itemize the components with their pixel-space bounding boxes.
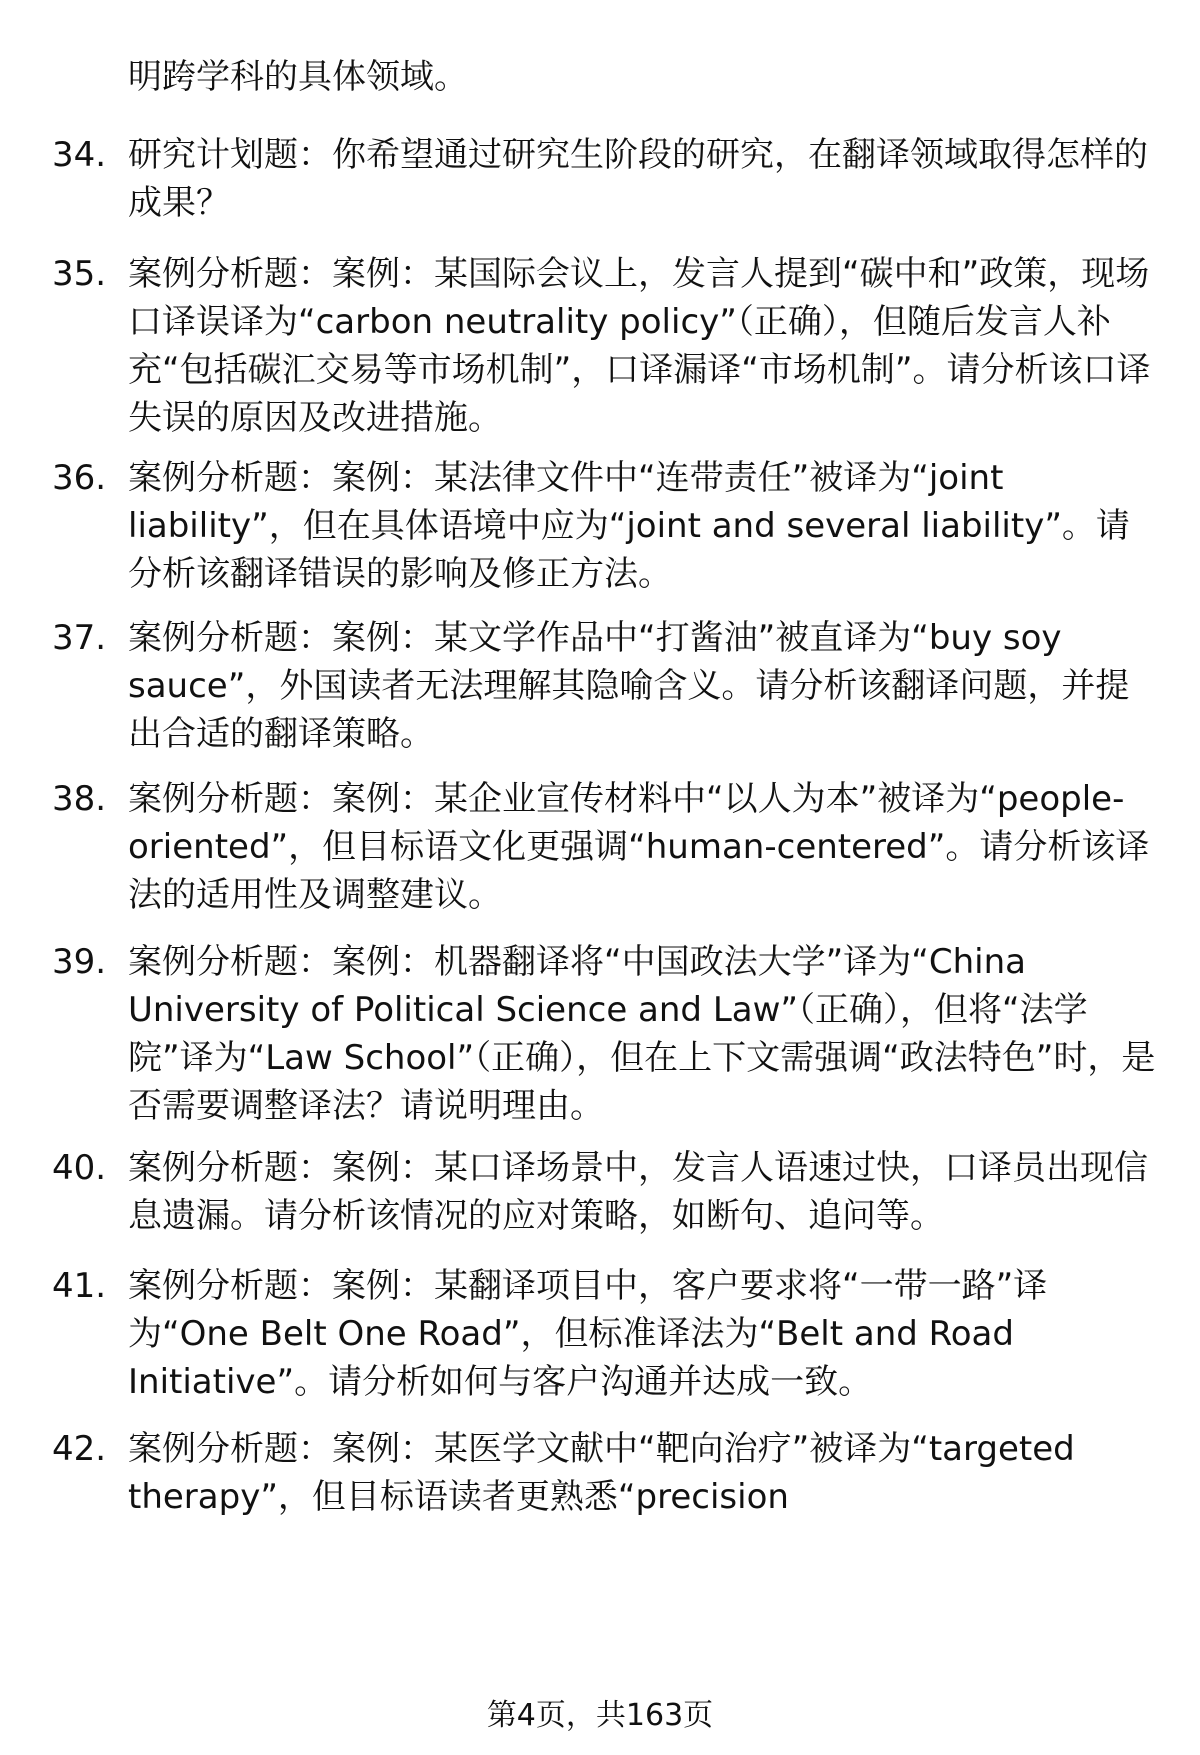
question-text: 案例分析题：案例：某文学作品中“打酱油”被直译为“buy soy sauce”，外国读者无法理解其隐喻含义。请分析该翻译问题，并提出合适的翻译策略。 xyxy=(128,618,1130,754)
question-number: 41. xyxy=(52,1266,107,1306)
question-number: 42. xyxy=(52,1429,107,1469)
question-text: 案例分析题：案例：机器翻译将“中国政法大学”译为“China University of Political Science and Law”（正确），但将“法学院”译为“Law School”（正确），但在上下文需强调“政法特色”时，是否需要调整译法？请说明理由。 xyxy=(128,942,1156,1126)
question-37 xyxy=(52,614,1160,758)
page-footer: 第4页，共163页 xyxy=(486,1698,714,1733)
question-text: 研究计划题：你希望通过研究生阶段的研究，在翻译领域取得怎样的成果？ xyxy=(128,135,1148,223)
question-41 xyxy=(52,1262,1160,1406)
question-number: 36. xyxy=(52,458,107,498)
question-34 xyxy=(52,131,1160,227)
previous-question-continuation: 明跨学科的具体领域。 xyxy=(128,57,468,97)
question-38 xyxy=(52,775,1160,919)
question-40 xyxy=(52,1144,1160,1240)
question-text: 案例分析题：案例：某企业宣传材料中“以人为本”被译为“people-oriented”，但目标语文化更强调“human-centered”。请分析该译法的适用性及调整建议。 xyxy=(128,779,1150,915)
question-text: 案例分析题：案例：某国际会议上，发言人提到“碳中和”政策，现场口译误译为“carbon neutrality policy”（正确），但随后发言人补充“包括碳汇交易等市场机制”，口译漏译“市场机制”。请分析该口译失误的原因及改进措施。 xyxy=(128,254,1151,438)
question-36 xyxy=(52,454,1160,598)
question-number: 39. xyxy=(52,942,107,982)
question-39 xyxy=(52,938,1160,1130)
question-number: 34. xyxy=(52,135,107,175)
question-number: 40. xyxy=(52,1148,107,1188)
question-text: 案例分析题：案例：某医学文献中“靶向治疗”被译为“targeted therapy”，但目标语读者更熟悉“precision xyxy=(128,1429,1075,1517)
question-42 xyxy=(52,1425,1160,1521)
question-number: 35. xyxy=(52,254,107,294)
question-35 xyxy=(52,250,1160,442)
question-number: 37. xyxy=(52,618,107,658)
question-number: 38. xyxy=(52,779,107,819)
question-text: 案例分析题：案例：某口译场景中，发言人语速过快，口译员出现信息遗漏。请分析该情况的应对策略，如断句、追问等。 xyxy=(128,1148,1148,1236)
question-text: 案例分析题：案例：某翻译项目中，客户要求将“一带一路”译为“One Belt One Road”，但标准译法为“Belt and Road Initiative”。请分析如何与客户沟通并达成一致。 xyxy=(128,1266,1048,1402)
question-text: 案例分析题：案例：某法律文件中“连带责任”被译为“joint liability”，但在具体语境中应为“joint and several liability”。请分析该翻译错误的影响及修正方法。 xyxy=(128,458,1130,594)
